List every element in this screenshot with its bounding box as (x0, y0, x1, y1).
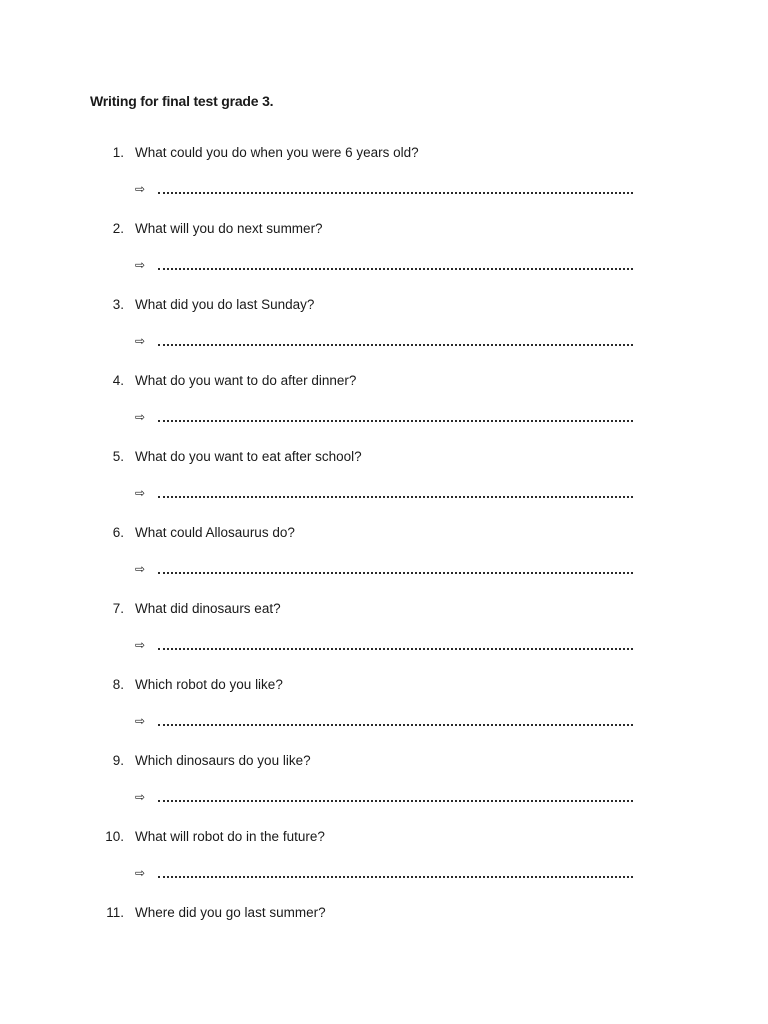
question-text: What could you do when you were 6 years old? (135, 145, 419, 160)
question-text: What do you want to eat after school? (135, 449, 362, 464)
answer-line[interactable] (158, 876, 633, 878)
question-number: 1. (112, 145, 124, 160)
answer-line[interactable] (158, 420, 633, 422)
question-number: 11. (106, 905, 124, 920)
arrow-right-outline-icon: ⇨ (135, 410, 146, 424)
question-text: What did dinosaurs eat? (135, 601, 281, 616)
question-number: 10. (105, 829, 124, 844)
arrow-right-outline-icon: ⇨ (135, 714, 146, 728)
answer-line[interactable] (158, 268, 633, 270)
arrow-right-outline-icon: ⇨ (135, 486, 146, 500)
question-number: 5. (112, 449, 124, 464)
document-title: Writing for final test grade 3. (90, 93, 274, 109)
question-text: Which dinosaurs do you like? (135, 753, 311, 768)
question-number: 6. (112, 525, 124, 540)
answer-line[interactable] (158, 800, 633, 802)
question-text: What will you do next summer? (135, 221, 323, 236)
arrow-right-outline-icon: ⇨ (135, 790, 146, 804)
answer-line[interactable] (158, 724, 633, 726)
question-number: 3. (112, 297, 124, 312)
question-text: What do you want to do after dinner? (135, 373, 357, 388)
answer-line[interactable] (158, 572, 633, 574)
question-number: 4. (112, 373, 124, 388)
arrow-right-outline-icon: ⇨ (135, 562, 146, 576)
question-text: Where did you go last summer? (135, 905, 326, 920)
arrow-right-outline-icon: ⇨ (135, 258, 146, 272)
answer-line[interactable] (158, 344, 633, 346)
answer-line[interactable] (158, 192, 633, 194)
question-number: 7. (112, 601, 124, 616)
question-text: What could Allosaurus do? (135, 525, 295, 540)
arrow-right-outline-icon: ⇨ (135, 638, 146, 652)
answer-line[interactable] (158, 496, 633, 498)
arrow-right-outline-icon: ⇨ (135, 866, 146, 880)
arrow-right-outline-icon: ⇨ (135, 334, 146, 348)
arrow-right-outline-icon: ⇨ (135, 182, 146, 196)
question-text: What did you do last Sunday? (135, 297, 315, 312)
question-number: 2. (112, 221, 124, 236)
question-number: 8. (112, 677, 124, 692)
question-text: What will robot do in the future? (135, 829, 325, 844)
question-text: Which robot do you like? (135, 677, 283, 692)
answer-line[interactable] (158, 648, 633, 650)
question-number: 9. (112, 753, 124, 768)
